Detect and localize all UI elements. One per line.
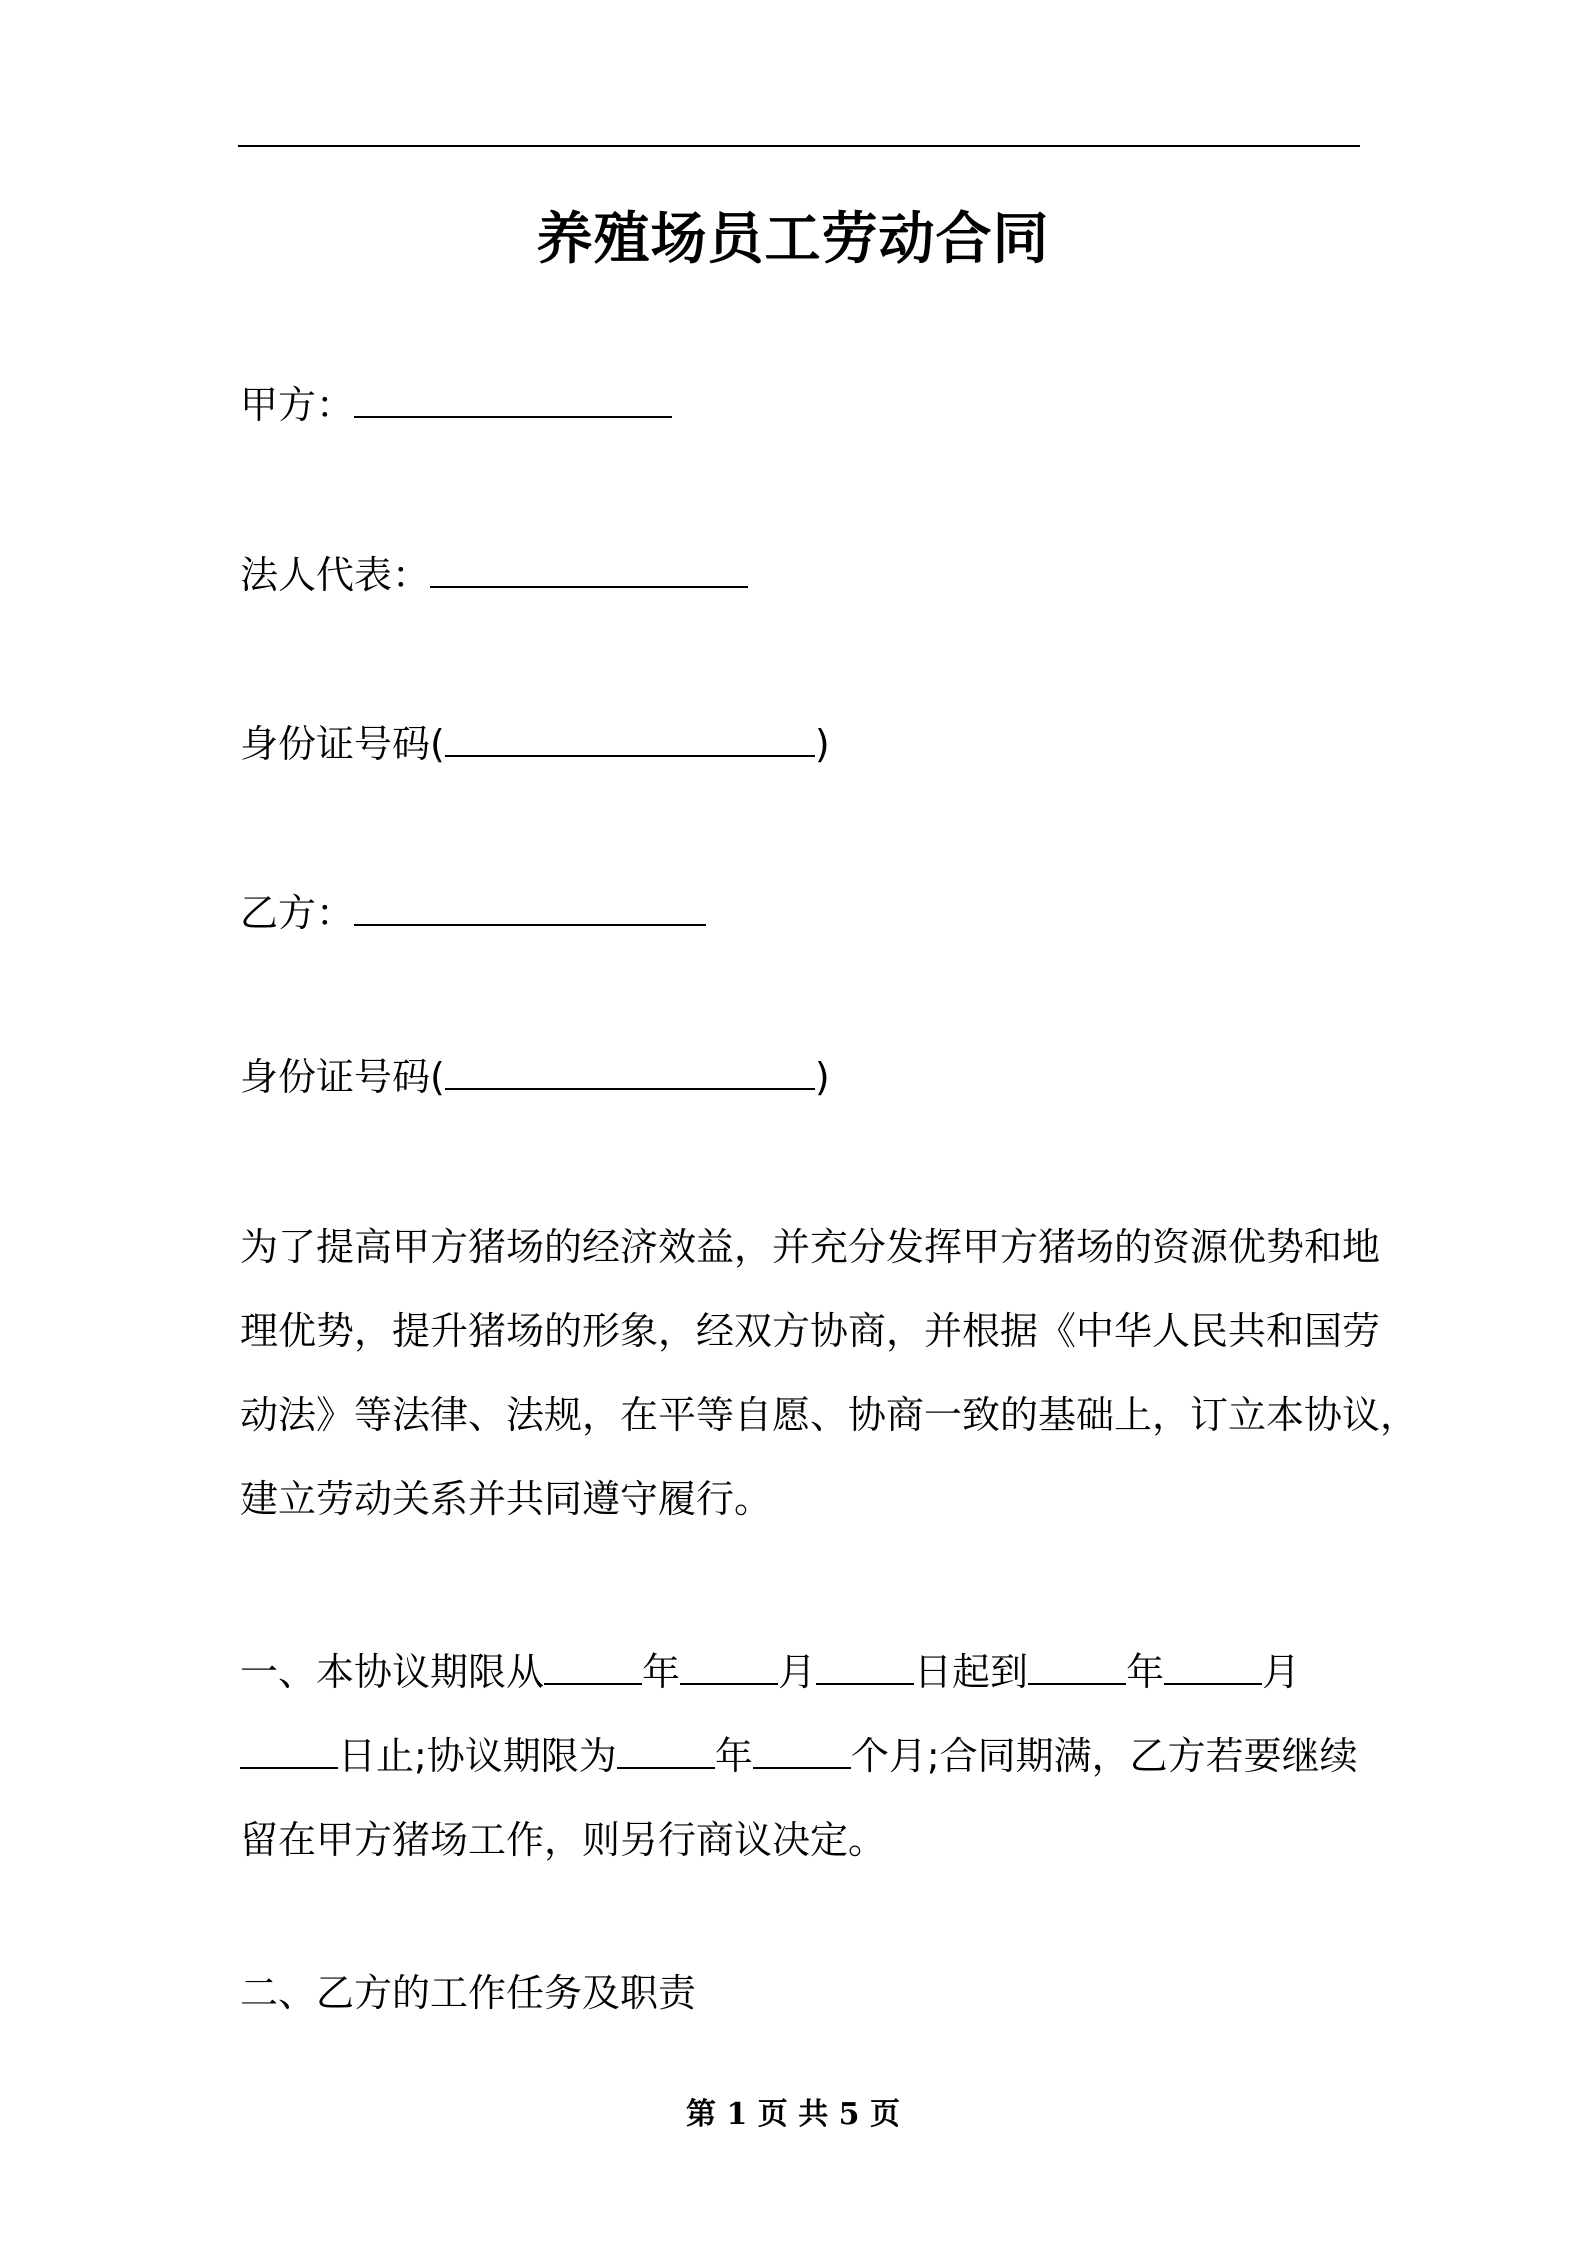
duration-years-blank[interactable] (617, 1727, 715, 1769)
clause-1-line-1 (240, 1630, 1400, 1714)
id-number-b-blank[interactable] (445, 1048, 815, 1090)
clause-1-line-2 (240, 1714, 1400, 1798)
intro-line: 理优势，提升猪场的形象，经双方协商，并根据《中华人民共和国劳 (240, 1309, 1381, 1353)
id-number-b-row (240, 1048, 830, 1105)
clause-1-prefix: 一、本协议期限从 (240, 1650, 545, 1694)
year-label: 年 (642, 1650, 681, 1694)
end-year-blank[interactable] (1028, 1643, 1126, 1685)
id-number-b-close: ) (814, 1055, 830, 1099)
intro-line: 动法》等法律、法规，在平等自愿、协商一致的基础上，订立本协议， (240, 1393, 1419, 1437)
legal-rep-label: 法人代表： (240, 553, 431, 597)
month-label: 月 (1262, 1650, 1301, 1694)
year-label: 年 (714, 1734, 753, 1778)
duration-label: 日止;协议期限为 (338, 1734, 617, 1778)
end-month-blank[interactable] (1164, 1643, 1262, 1685)
id-number-a-blank[interactable] (445, 715, 815, 757)
start-day-blank[interactable] (816, 1643, 914, 1685)
page-number: 第 1 页 共 5 页 (686, 2097, 900, 2132)
party-b-label: 乙方： (240, 891, 355, 935)
clause-2-heading: 二、乙方的工作任务及职责 (240, 1971, 697, 2015)
id-number-b-label: 身份证号码( (240, 1055, 445, 1099)
party-b-row (240, 884, 706, 941)
legal-rep-row (240, 546, 748, 603)
document-title: 养殖场员工劳动合同 (536, 207, 1050, 272)
intro-paragraph (240, 1205, 1419, 1541)
day-label: 日起到 (914, 1650, 1029, 1694)
id-number-a-row (240, 715, 830, 772)
start-year-blank[interactable] (544, 1643, 642, 1685)
end-day-blank[interactable] (240, 1727, 338, 1769)
legal-rep-blank[interactable] (430, 546, 748, 588)
id-number-a-label: 身份证号码( (240, 722, 445, 766)
intro-line: 为了提高甲方猪场的经济效益，并充分发挥甲方猪场的资源优势和地 (240, 1225, 1381, 1269)
duration-months-blank[interactable] (753, 1727, 851, 1769)
party-a-label: 甲方： (240, 383, 355, 427)
months-suffix: 个月;合同期满，乙方若要继续 (850, 1734, 1358, 1778)
start-month-blank[interactable] (680, 1643, 778, 1685)
party-b-blank[interactable] (354, 884, 706, 926)
party-a-blank[interactable] (354, 376, 672, 418)
header-rule (238, 145, 1360, 147)
party-a-row (240, 376, 672, 433)
month-label: 月 (778, 1650, 817, 1694)
intro-line: 建立劳动关系并共同遵守履行。 (240, 1477, 773, 1521)
id-number-a-close: ) (814, 722, 830, 766)
year-label: 年 (1126, 1650, 1165, 1694)
clause-1-line-3: 留在甲方猪场工作，则另行商议决定。 (240, 1818, 887, 1862)
clause-1 (240, 1630, 1400, 1882)
